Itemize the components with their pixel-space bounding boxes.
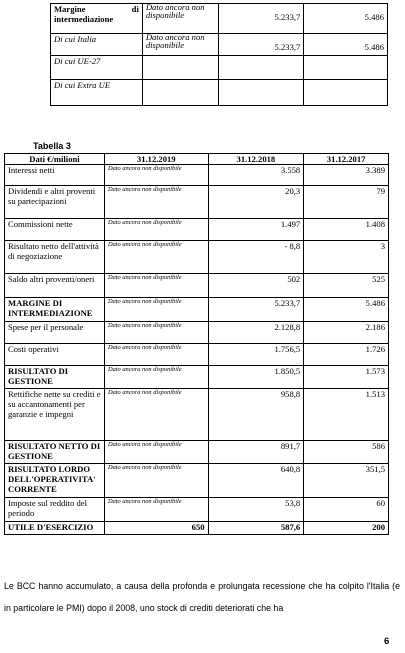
value-cell-2019 (142, 80, 218, 106)
value-cell-2019: Dato ancora non disponibile (104, 498, 208, 522)
value-cell-2017: 1.408 (304, 219, 389, 241)
value-cell-2017: 5.486 (304, 4, 388, 34)
table-row (5, 165, 389, 186)
table-row (5, 322, 389, 344)
table-row (5, 344, 389, 366)
page-number: 6 (384, 636, 390, 647)
value-cell-2017: 351,5 (304, 464, 389, 498)
value-cell-2018: 958,8 (208, 389, 304, 441)
table-row (5, 366, 389, 389)
value-cell-2019: 650 (104, 522, 208, 535)
table-row (5, 389, 389, 441)
body-paragraph: Le BCC hanno accumulato, a causa della profonda e prolungata recessione che ha colpito l'Italia (e in particolare le PMI) dopo il 2008, uno stock di crediti deteriorati che ha (4, 581, 400, 613)
table-row (5, 298, 389, 322)
value-cell-2019 (142, 56, 218, 80)
row-label: Di cui UE-27 (51, 56, 143, 80)
value-cell-2018: 53,8 (208, 498, 304, 522)
value-cell-2019: Dato ancora non disponibile (104, 186, 208, 219)
table-row (5, 464, 389, 498)
value-cell-2017: 525 (304, 274, 389, 298)
row-label: Risultato netto dell'attività di negoziazione (5, 241, 105, 274)
value-cell-2017: 1.513 (304, 389, 389, 441)
value-cell-2017: 60 (304, 498, 389, 522)
value-cell-2017: 5.486 (304, 34, 388, 56)
row-label: RISULTATO NETTO DI GESTIONE (5, 441, 105, 464)
value-cell-2018: 891,7 (208, 441, 304, 464)
value-cell-2019: Dato ancora non disponibile (104, 464, 208, 498)
table-row (5, 241, 389, 274)
header-cell: 31.12.2019 (104, 154, 208, 165)
table-row (5, 498, 389, 522)
header-cell: 31.12.2018 (208, 154, 304, 165)
value-cell-2017: 586 (304, 441, 389, 464)
value-cell-2018: 5.233,7 (218, 34, 304, 56)
table-caption: Tabella 3 (33, 141, 71, 151)
value-cell-2018: 20,3 (208, 186, 304, 219)
top-table (50, 3, 388, 106)
value-cell-2018: - 8,8 (208, 241, 304, 274)
table-header-row (5, 154, 389, 165)
value-cell-2019: Dato ancora non disponibile (104, 366, 208, 389)
value-cell-2017: 200 (304, 522, 389, 535)
row-label: Di cui Italia (51, 34, 143, 56)
value-cell-2018: 1.756,5 (208, 344, 304, 366)
row-label: Dividendi e altri proventi su partecipazioni (5, 186, 105, 219)
value-cell-2018: 502 (208, 274, 304, 298)
table-row (5, 274, 389, 298)
header-cell: 31.12.2017 (304, 154, 389, 165)
value-cell-2018: 1.850,5 (208, 366, 304, 389)
value-cell-2019: Dato ancora non disponibile (104, 274, 208, 298)
financial-table (4, 153, 389, 535)
value-cell-2018 (218, 80, 304, 106)
table-row (5, 441, 389, 464)
row-label: Margine di intermediazione (51, 4, 143, 34)
row-label: Spese per il personale (5, 322, 105, 344)
value-cell-2017 (304, 56, 388, 80)
value-cell-2019: Dato ancora non disponibile (104, 165, 208, 186)
value-cell-2018: 587,6 (208, 522, 304, 535)
value-cell-2018: 3.558 (208, 165, 304, 186)
value-cell-2018: 5.233,7 (208, 298, 304, 322)
value-cell-2019: Dato ancora non disponibile (104, 389, 208, 441)
row-label: MARGINE DI INTERMEDIAZIONE (5, 298, 105, 322)
row-label: Commissioni nette (5, 219, 105, 241)
row-label: UTILE D'ESERCIZIO (5, 522, 105, 535)
value-cell-2019: Dato ancora non disponibile (142, 34, 218, 56)
value-cell-2019: Dato ancora non disponibile (104, 322, 208, 344)
table-row (51, 4, 388, 34)
value-cell-2017 (304, 80, 388, 106)
table-row (5, 186, 389, 219)
value-cell-2019: Dato ancora non disponibile (104, 441, 208, 464)
table-row (51, 56, 388, 80)
table-row (5, 522, 389, 535)
row-label: Interessi netti (5, 165, 105, 186)
value-cell-2017: 5.486 (304, 298, 389, 322)
row-label: RISULTATO LORDO DELL'OPERATIVITA' CORRENTE (5, 464, 105, 498)
value-cell-2019: Dato ancora non disponibile (142, 4, 218, 34)
value-cell-2018: 2.128,8 (208, 322, 304, 344)
row-label: Rettifiche nette su crediti e su accantonamenti per garanzie e impegni (5, 389, 105, 441)
table-row (51, 34, 388, 56)
value-cell-2017: 79 (304, 186, 389, 219)
value-cell-2019: Dato ancora non disponibile (104, 298, 208, 322)
value-cell-2018: 5.233,7 (218, 4, 304, 34)
value-cell-2017: 1.573 (304, 366, 389, 389)
value-cell-2018 (218, 56, 304, 80)
value-cell-2019: Dato ancora non disponibile (104, 219, 208, 241)
value-cell-2017: 3 (304, 241, 389, 274)
value-cell-2017: 3.389 (304, 165, 389, 186)
header-cell: Dati €/milioni (5, 154, 105, 165)
value-cell-2017: 1.726 (304, 344, 389, 366)
value-cell-2019: Dato ancora non disponibile (104, 344, 208, 366)
value-cell-2018: 640,8 (208, 464, 304, 498)
table-row (51, 80, 388, 106)
row-label: Di cui Extra UE (51, 80, 143, 106)
value-cell-2019: Dato ancora non disponibile (104, 241, 208, 274)
value-cell-2018: 1.497 (208, 219, 304, 241)
row-label: RISULTATO DI GESTIONE (5, 366, 105, 389)
row-label: Imposte sul reddito del periodo (5, 498, 105, 522)
value-cell-2017: 2.186 (304, 322, 389, 344)
table-row (5, 219, 389, 241)
row-label: Saldo altri proventi/oneri (5, 274, 105, 298)
row-label: Costi operativi (5, 344, 105, 366)
